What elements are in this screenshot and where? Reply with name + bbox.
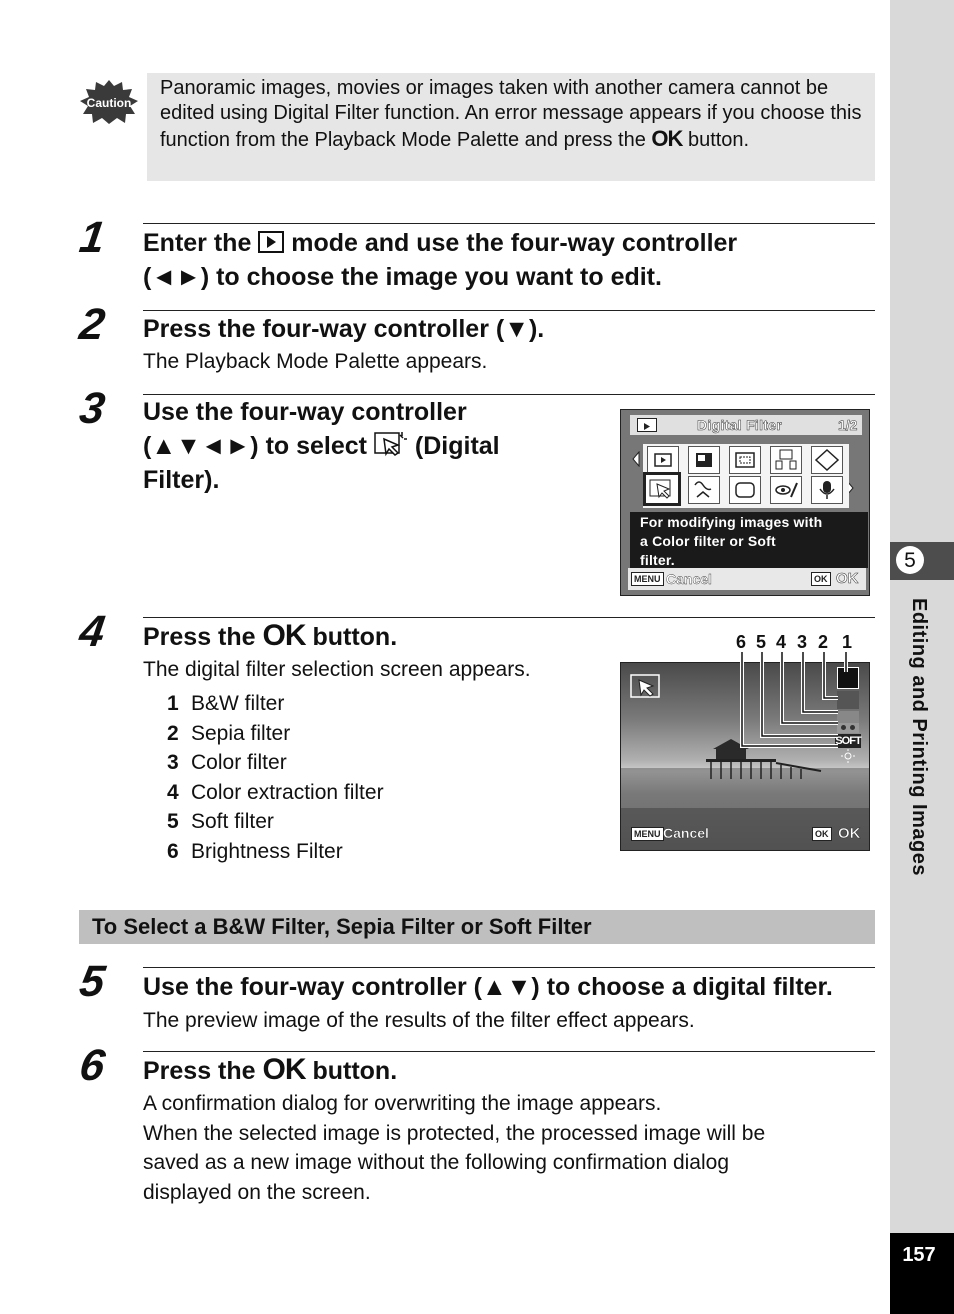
callout-number: 4 xyxy=(776,632,787,652)
filter-label: Color extraction filter xyxy=(191,780,384,804)
palette-page: 1/2 xyxy=(838,417,858,433)
caution-icon xyxy=(80,80,138,124)
step-title-part: Enter the xyxy=(143,229,259,257)
step-number: 2 xyxy=(76,300,108,349)
list-item xyxy=(167,807,384,837)
step-number: 3 xyxy=(76,384,108,433)
step-title xyxy=(143,226,737,294)
filter-label: Sepia filter xyxy=(191,721,291,745)
palette-description-line: For modifying images with xyxy=(640,514,823,530)
step-title-part: (▲▼◄►) to select xyxy=(143,432,374,460)
step-body xyxy=(143,1089,765,1207)
list-item xyxy=(167,778,384,808)
chapter-number: 5 xyxy=(896,546,924,574)
step-body: The preview image of the results of the filter effect appears. xyxy=(143,1009,695,1032)
playback-icon xyxy=(637,418,657,432)
cropping-icon xyxy=(729,446,761,474)
ok-button-tag: OK xyxy=(811,572,831,586)
list-item xyxy=(167,837,384,867)
callout-number: 3 xyxy=(797,632,808,652)
callout-number: 1 xyxy=(842,632,853,652)
filter-label: Brightness Filter xyxy=(191,839,343,863)
palette-description-line: filter. xyxy=(640,552,675,568)
step-title xyxy=(143,619,397,654)
frame-composite-icon xyxy=(688,476,720,504)
filter-label: Soft filter xyxy=(191,810,274,833)
filter-number: 1 xyxy=(167,692,179,715)
filter-number: 4 xyxy=(167,780,179,804)
step-body-line: A confirmation dialog for overwriting the image appears. xyxy=(143,1092,662,1115)
step-number: 4 xyxy=(76,607,108,656)
step-body-line: displayed on the screen. xyxy=(143,1180,371,1204)
filter-list xyxy=(167,689,384,866)
caution-text xyxy=(160,76,868,153)
step-title-part: button. xyxy=(305,623,398,651)
step-title-part: (Digital xyxy=(407,432,500,460)
protect-icon xyxy=(770,476,802,504)
ok-symbol: OK xyxy=(262,1053,306,1086)
callout-leader-lines xyxy=(730,650,870,760)
step-body-line: When the selected image is protected, the processed image will be xyxy=(143,1121,766,1145)
step-divider xyxy=(143,617,875,618)
resize-icon xyxy=(688,446,720,474)
section-title: To Select a B&W Filter, Sepia Filter or Soft Filter xyxy=(92,914,592,939)
step-title-line: Use the four-way controller xyxy=(143,398,467,426)
page-number: 157 xyxy=(902,1244,936,1266)
rotation-icon xyxy=(811,446,843,474)
step-number: 1 xyxy=(76,213,108,262)
list-item xyxy=(167,719,384,749)
filter-label: Color filter xyxy=(191,751,287,774)
image-copy-icon xyxy=(770,446,802,474)
filter-ok-label: OK xyxy=(838,825,861,842)
digital-filter-icon xyxy=(643,472,681,506)
soft-filter-label: SOFT xyxy=(835,735,861,747)
playback-mode-icon xyxy=(258,231,284,253)
filter-number: 3 xyxy=(167,751,179,774)
menu-button-tag: MENU xyxy=(631,572,664,586)
menu-button-tag: MENU xyxy=(631,827,664,841)
step-number: 5 xyxy=(76,957,108,1006)
digital-filter-icon xyxy=(374,431,408,457)
slideshow-icon xyxy=(647,446,679,474)
step-title-line: (◄►) to choose the image you want to edit. xyxy=(143,263,662,291)
filter-cancel-label: Cancel xyxy=(663,825,709,841)
step-title-line: Filter). xyxy=(143,466,220,494)
palette-description-line: a Color filter or Soft xyxy=(640,533,776,549)
list-item xyxy=(167,748,384,778)
filter-number: 2 xyxy=(167,721,179,745)
step-title: Use the four-way controller (▲▼) to choose a digital filter. xyxy=(143,973,833,1001)
filter-number: 5 xyxy=(167,810,179,833)
filter-number: 6 xyxy=(167,839,179,863)
callout-number: 2 xyxy=(818,632,829,652)
palette-left-arrow-icon xyxy=(631,451,641,467)
step-body-line: saved as a new image without the following confirmation dialog xyxy=(143,1151,730,1174)
step-divider xyxy=(143,223,875,224)
step-title-part: Press the xyxy=(143,1057,263,1085)
ok-symbol: OK xyxy=(262,619,306,652)
step-title: Press the four-way controller (▼). xyxy=(143,315,545,343)
palette-cancel-label: Cancel xyxy=(666,571,712,587)
step-body: The digital filter selection screen appears. xyxy=(143,658,531,681)
step-body: The Playback Mode Palette appears. xyxy=(143,350,488,373)
ok-symbol: OK xyxy=(651,126,683,151)
step-number: 6 xyxy=(76,1041,108,1090)
palette-description xyxy=(640,513,865,570)
filter-label: B&W filter xyxy=(191,692,285,715)
ok-button-tag: OK xyxy=(812,827,832,841)
step-title xyxy=(143,395,500,497)
chapter-title: Editing and Printing Images xyxy=(908,598,930,876)
caution-label: Caution xyxy=(86,96,132,110)
caution-text-after: button. xyxy=(682,129,750,151)
step-divider xyxy=(143,1051,875,1052)
step-title xyxy=(143,1053,397,1088)
caution-text-before: Panoramic images, movies or images taken with another camera cannot be edited using Digital Filter function. An error message appears if you choose this function from the Playback Mode Palette and press the xyxy=(160,77,862,151)
step-divider xyxy=(143,967,875,968)
step-title-part: button. xyxy=(305,1057,398,1085)
palette-ok-label: OK xyxy=(836,570,859,587)
red-eye-edit-icon xyxy=(729,476,761,504)
list-item xyxy=(167,689,384,719)
step-divider xyxy=(143,310,875,311)
callout-number: 5 xyxy=(756,632,767,652)
digital-filter-icon xyxy=(629,673,661,699)
palette-title: Digital Filter xyxy=(697,417,783,433)
callout-number: 6 xyxy=(736,632,747,652)
step-title-part: Press the xyxy=(143,623,263,651)
voice-memo-icon xyxy=(811,476,843,504)
step-title-part: mode and use the four-way controller xyxy=(284,229,738,257)
